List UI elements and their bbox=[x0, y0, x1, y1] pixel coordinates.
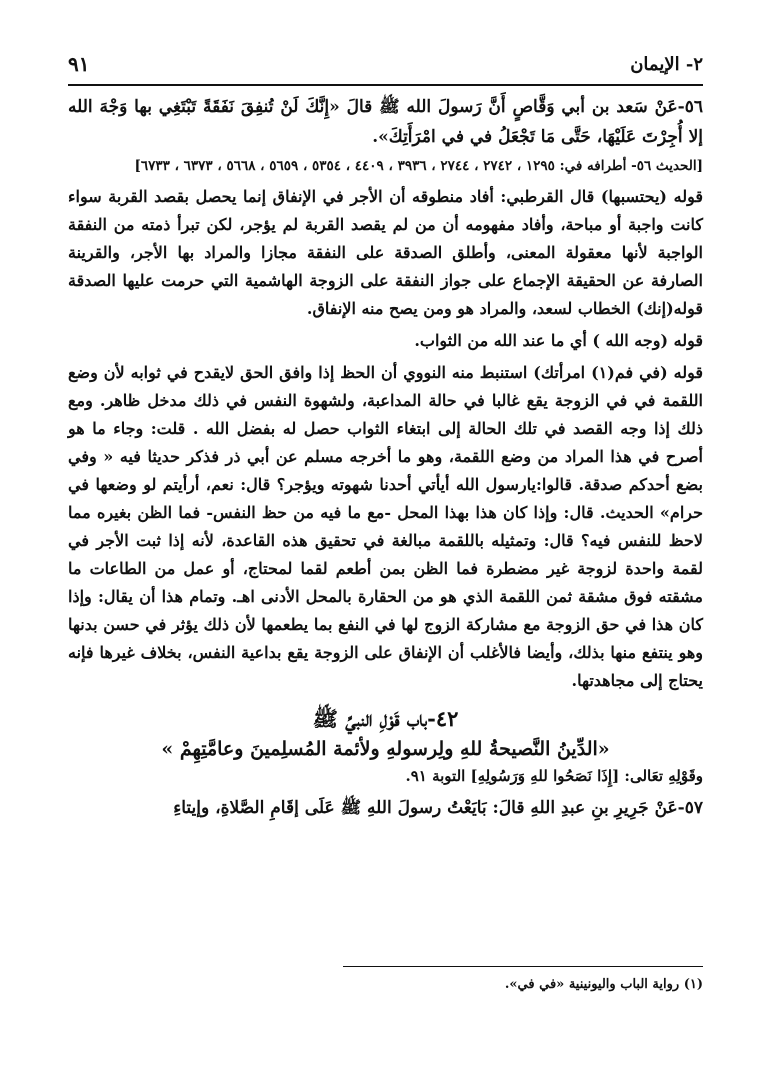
commentary-keyword: قوله bbox=[673, 187, 703, 206]
page-body bbox=[68, 92, 703, 823]
commentary-keyword: قوله bbox=[673, 363, 704, 382]
commentary-keyword: قوله bbox=[673, 331, 703, 350]
chapter-subheading: «الدِّينُ النَّصيحةُ للهِ ولِرسولهِ ولأئمة المُسلِمينَ وعامَّتِهِمْ » bbox=[161, 738, 610, 760]
chapter-title: ٢- الإيمان bbox=[630, 54, 703, 75]
commentary-text: (في فم(١) امرأتك) استنبط منه النووي أن الحظ إذا وافق الحق لايقدح في ثوابه لأن وضع اللقمة في في الزوجة يقع غالبا في حالة المداعبة، ولشهوة النفس في ذلك مدخل ظاهر. ومع ذلك إذا وجه القصد في تلك الحالة إلى ابتغاء الثواب حصل له بفضل الله . قلت: وجاء ما هو أصرح في هذا المراد من وضع اللقمة، وهو ما أخرجه مسلم عن أبي ذر فذكر حديثا فيه « وفي بضع أحدكم صدقة. قالوا:يارسول الله أيأتي أحدنا شهوته ويؤجر؟ قال: نعم، أرأيتم لو وضعها في حرام» الحديث. قال: وإذا كان هذا بهذا المحل -مع ما فيه من حظ النفس- فما الظن بغيره مما لاحظ للنفس فيه؟ قال: وتمثيله باللقمة مبالغة في تحقيق هذه القاعدة، لأنه إذا ثبت الأجر في لقمة واحدة لزوجة غير مضطرة فما الظن بمن أطعم لقما لمحتاج، أو عمل من الطاعات ما مشقته فوق مشقة ثمن اللقمة الذي هو من الحقارة بالمحل الأدنى اهـ. وتمام هذا أن يقال: وإذا كان هذا في حق الزوجة مع مشاركة الزوج لها في النفع بما يطعمها لأن ذلك يؤثر في حسن بدنها وهو ينتفع منها بذلك، وأيضا فالأغلب أن الإنفاق على الزوجة يقع بداعية النفس، بخلاف غيرها فإنه يحتاج إلى مجاهدتها. bbox=[68, 363, 704, 690]
footnote: (١) رواية الباب واليونينية «في في». bbox=[504, 977, 703, 992]
commentary-paragraph bbox=[68, 327, 703, 355]
quran-verse: وقَوْلِهِ تعَالى: [إِذَا نَصَحُوا للهِ وَرَسُولِهِ] التوبة ٩١. bbox=[405, 767, 703, 785]
page-header bbox=[68, 50, 703, 86]
commentary-paragraph bbox=[68, 359, 703, 695]
hadith-56-references: [الحديث ٥٦- أطرافه في: ١٢٩٥ ، ٢٧٤٢ ، ٢٧٤٤ ، ٣٩٣٦ ، ٤٤٠٩ ، ٥٣٥٤ ، ٥٦٥٩ ، ٥٦٦٨ ، ٦٣٧٣ ، ٦٧٣٣] bbox=[134, 158, 703, 174]
commentary-text: (يحتسبها) قال القرطبي: أفاد منطوقه أن الأجر في الإنفاق إنما يحصل بقصد القربة سواء كانت واجبة أو مباحة، وأفاد مفهومه أن من لم يقصد القربة لم يؤجر، لكن تبرأ ذمته من النفقة الواجبة لأنها معقولة المعنى، وأطلق الصدقة على النفقة مجازا والمراد بها الأجر، والقرينة الصارفة عن الحقيقة الإجماع على جواز النفقة على الزوجة الهاشمية التي حرمت عليها الصدقة قوله(إنك) الخطاب لسعد، والمراد هو ومن يصح منه الإنفاق. bbox=[68, 187, 703, 318]
commentary-text: (وجه الله ) أي ما عند الله من الثواب. bbox=[414, 331, 669, 350]
chapter-heading: ٤٢-باب قَوْلِ النبيِّ ﷺ bbox=[312, 706, 459, 731]
page-number: ٩١ bbox=[68, 52, 90, 76]
hadith-56-text: ٥٦-عَنْ سَعد بن أبي وَقَّاصٍ أَنَّ رَسولَ الله ﷺ قالَ «إِنَّكَ لَنْ تُنفِقَ نَفَقَةً تَبْتَغِي بها وَجْهَ الله إلا أُجِرْتَ عَلَيْهَا، حَتَّى مَا تَجْعَلُ في في امْرَأَتِكَ». bbox=[68, 97, 703, 147]
commentary-paragraph bbox=[68, 183, 703, 323]
hadith-57-text: ٥٧-عَنْ جَرِيرِ بنِ عبدِ اللهِ قالَ: بَايَعْتُ رسولَ اللهِ ﷺ عَلَى إقَامِ الصَّلاةِ، وإيتاءِ bbox=[173, 798, 703, 818]
footnote-divider bbox=[343, 966, 703, 967]
